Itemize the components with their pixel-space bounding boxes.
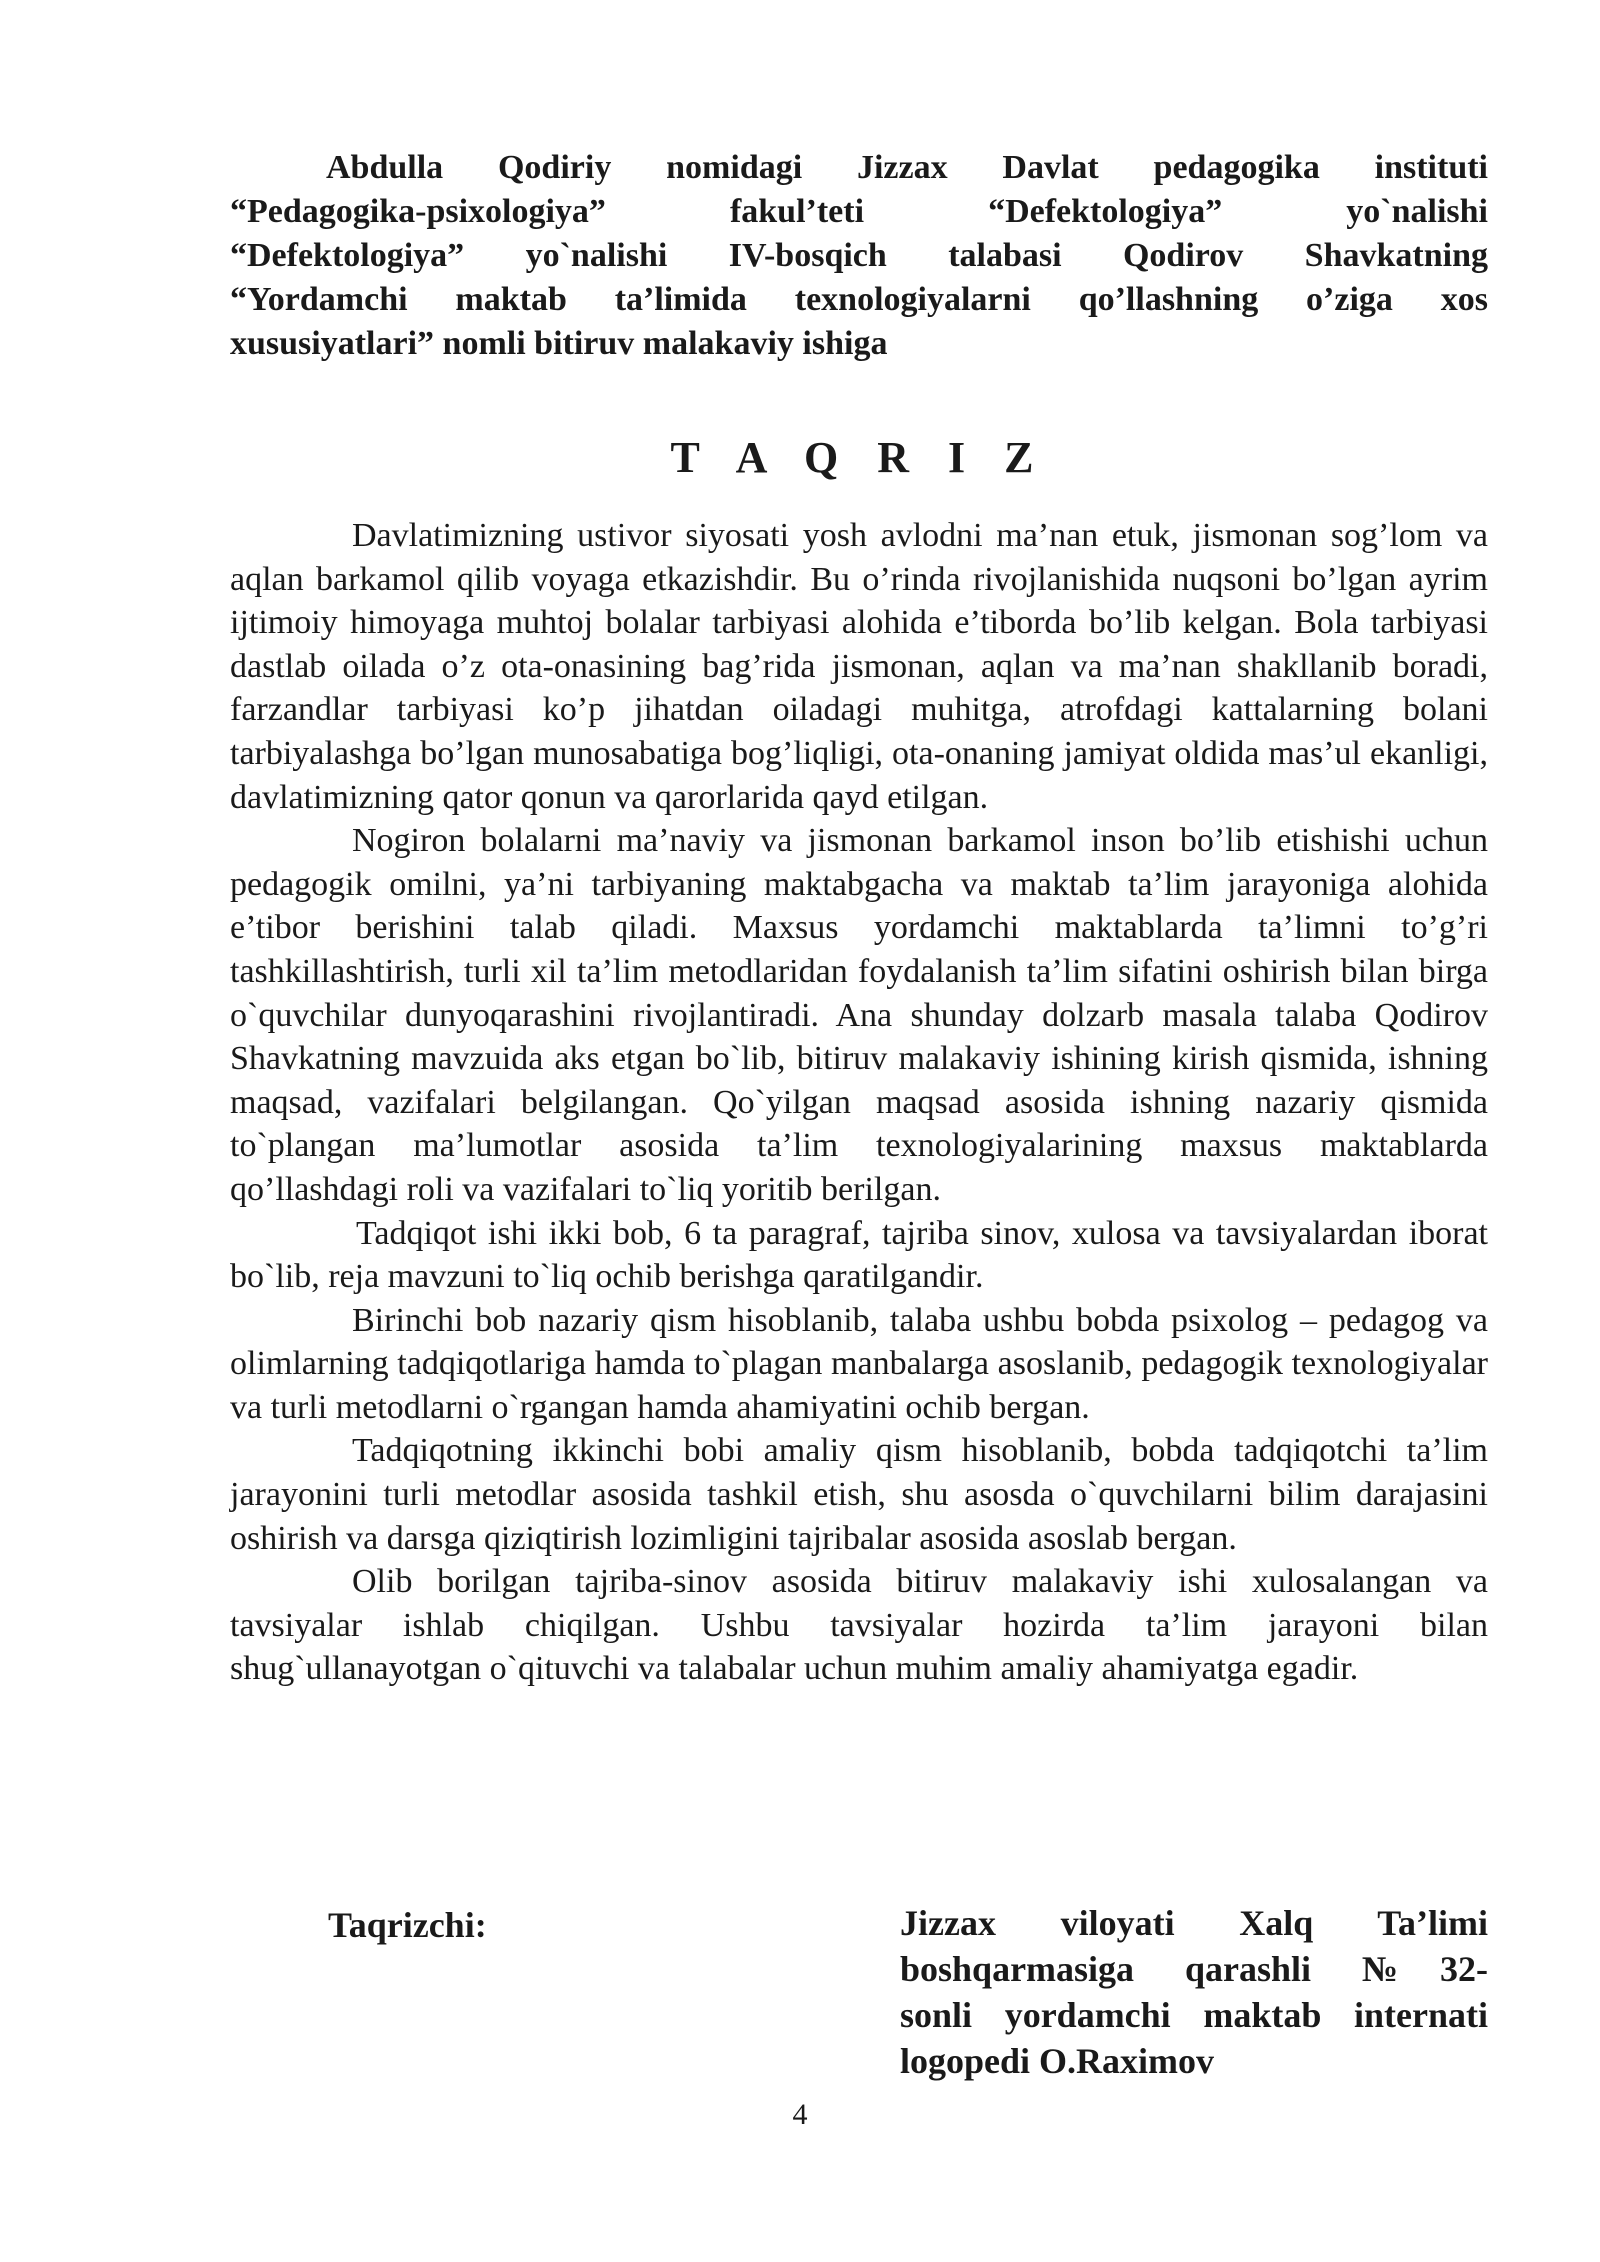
heading-line: “Yordamchi maktab ta’limida texnologiyalarni qo’llashning o’ziga xos	[230, 281, 1488, 318]
reviewer-label: Taqrizchi:	[328, 1905, 487, 1945]
document-title: T A Q R I Z	[670, 433, 1048, 482]
heading-line: xususiyatlari” nomli bitiruv malakaviy ishiga	[230, 325, 888, 362]
heading-line: “Pedagogika-psixologiya” fakul’teti “Defektologiya” yo`nalishi	[230, 193, 1488, 230]
document-body	[230, 146, 1488, 1691]
body-paragraph: Tadqiqotning ikkinchi bobi amaliy qism hisoblanib, bobda tadqiqotchi ta’lim jarayonini turli metodlar asosida tashkil etish, shu asosda o`quvchilarni bilim darajasini oshirish va darsga qiziqtirish lozimligini tajribalar asosida asoslab bergan.	[230, 1432, 1488, 1557]
body-paragraph: Tadqiqot ishi ikki bob, 6 ta paragraf, tajriba sinov, xulosa va tavsiyalardan iborat bo`lib, reja mavzuni to`liq ochib berishga qaratilgandir.	[230, 1214, 1488, 1296]
reviewer-line: boshqarmasiga qarashli №32-	[900, 1949, 1488, 1989]
body-paragraph: Birinchi bob nazariy qism hisoblanib, talaba ushbu bobda psixolog – pedagog va olimlarning tadqiqotlariga hamda to`plagan manbalarga asoslanib, pedagogik texnologiyalar va turli metodlarni o`rgangan hamda ahamiyatini ochib bergan.	[230, 1301, 1488, 1426]
document-heading	[230, 146, 1488, 366]
page-number: 4	[792, 2098, 808, 2131]
heading-line: Abdulla Qodiriy nomidagi Jizzax Davlat pedagogika instituti	[326, 149, 1488, 186]
reviewer-line: sonli yordamchi maktab internati	[900, 1995, 1488, 2035]
reviewer-organization	[900, 1900, 1488, 2084]
heading-line: “Defektologiya” yo`nalishi IV-bosqich talabasi Qodirov Shavkatning	[230, 237, 1488, 274]
reviewer-line: Jizzax viloyati Xalq Ta’limi	[900, 1903, 1488, 1943]
body-paragraph: Nogiron bolalarni ma’naviy va jismonan barkamol inson bo’lib etishishi uchun pedagogik omilni, ya’ni tarbiyaning maktabgacha va maktab ta’lim jarayoniga alohida e’tibor berishini talab qiladi. Maxsus yordamchi maktablarda ta’limni to’g’ri tashkillashtirish, turli xil ta’lim metodlaridan foydalanish ta’lim sifatini oshirish bilan birga o`quvchilar dunyoqarashini rivojlantiradi. Ana shunday dolzarb masala talaba Qodirov Shavkatning mavzuida aks etgan bo`lib, bitiruv malakaviy ishining kirish qismida, ishning maqsad, vazifalari belgilangan. Qo`yilgan maqsad asosida ishning nazariy qismida to`plangan ma’lumotlar asosida ta’lim texnologiyalarining maxsus maktablarda qo’llashdagi roli va vazifalari to`liq yoritib berilgan.	[230, 822, 1488, 1208]
reviewer-line: logopedi O.Raximov	[900, 2041, 1215, 2081]
body-paragraph: Davlatimizning ustivor siyosati yosh avlodni ma’nan etuk, jismonan sog’lom va aqlan barkamol qilib voyaga etkazishdir. Bu o’rinda rivojlanishida nuqsoni bo’lgan ayrim ijtimoiy himoyaga muhtoj bolalar tarbiyasi alohida e’tiborda bo’lib kelgan. Bola tarbiyasi dastlab oilada o’z ota-onasining bag’rida jismonan, aqlan va ma’nan shakllanib boradi, farzandlar tarbiyasi ko’p jihatdan oiladagi muhitga, atrofdagi kattalarning bolani tarbiyalashga bo’lgan munosabatiga bog’liqligi, ota-onaning jamiyat oldida mas’ul ekanligi, davlatimizning qator qonun va qarorlarida qayd etilgan.	[230, 517, 1488, 816]
body-paragraph: Olib borilgan tajriba-sinov asosida bitiruv malakaviy ishi xulosalangan va tavsiyalar ishlab chiqilgan. Ushbu tavsiyalar hozirda ta’lim jarayoni bilan shug`ullanayotgan o`qituvchi va talabalar uchun muhim amaliy ahamiyatga egadir.	[230, 1563, 1488, 1688]
